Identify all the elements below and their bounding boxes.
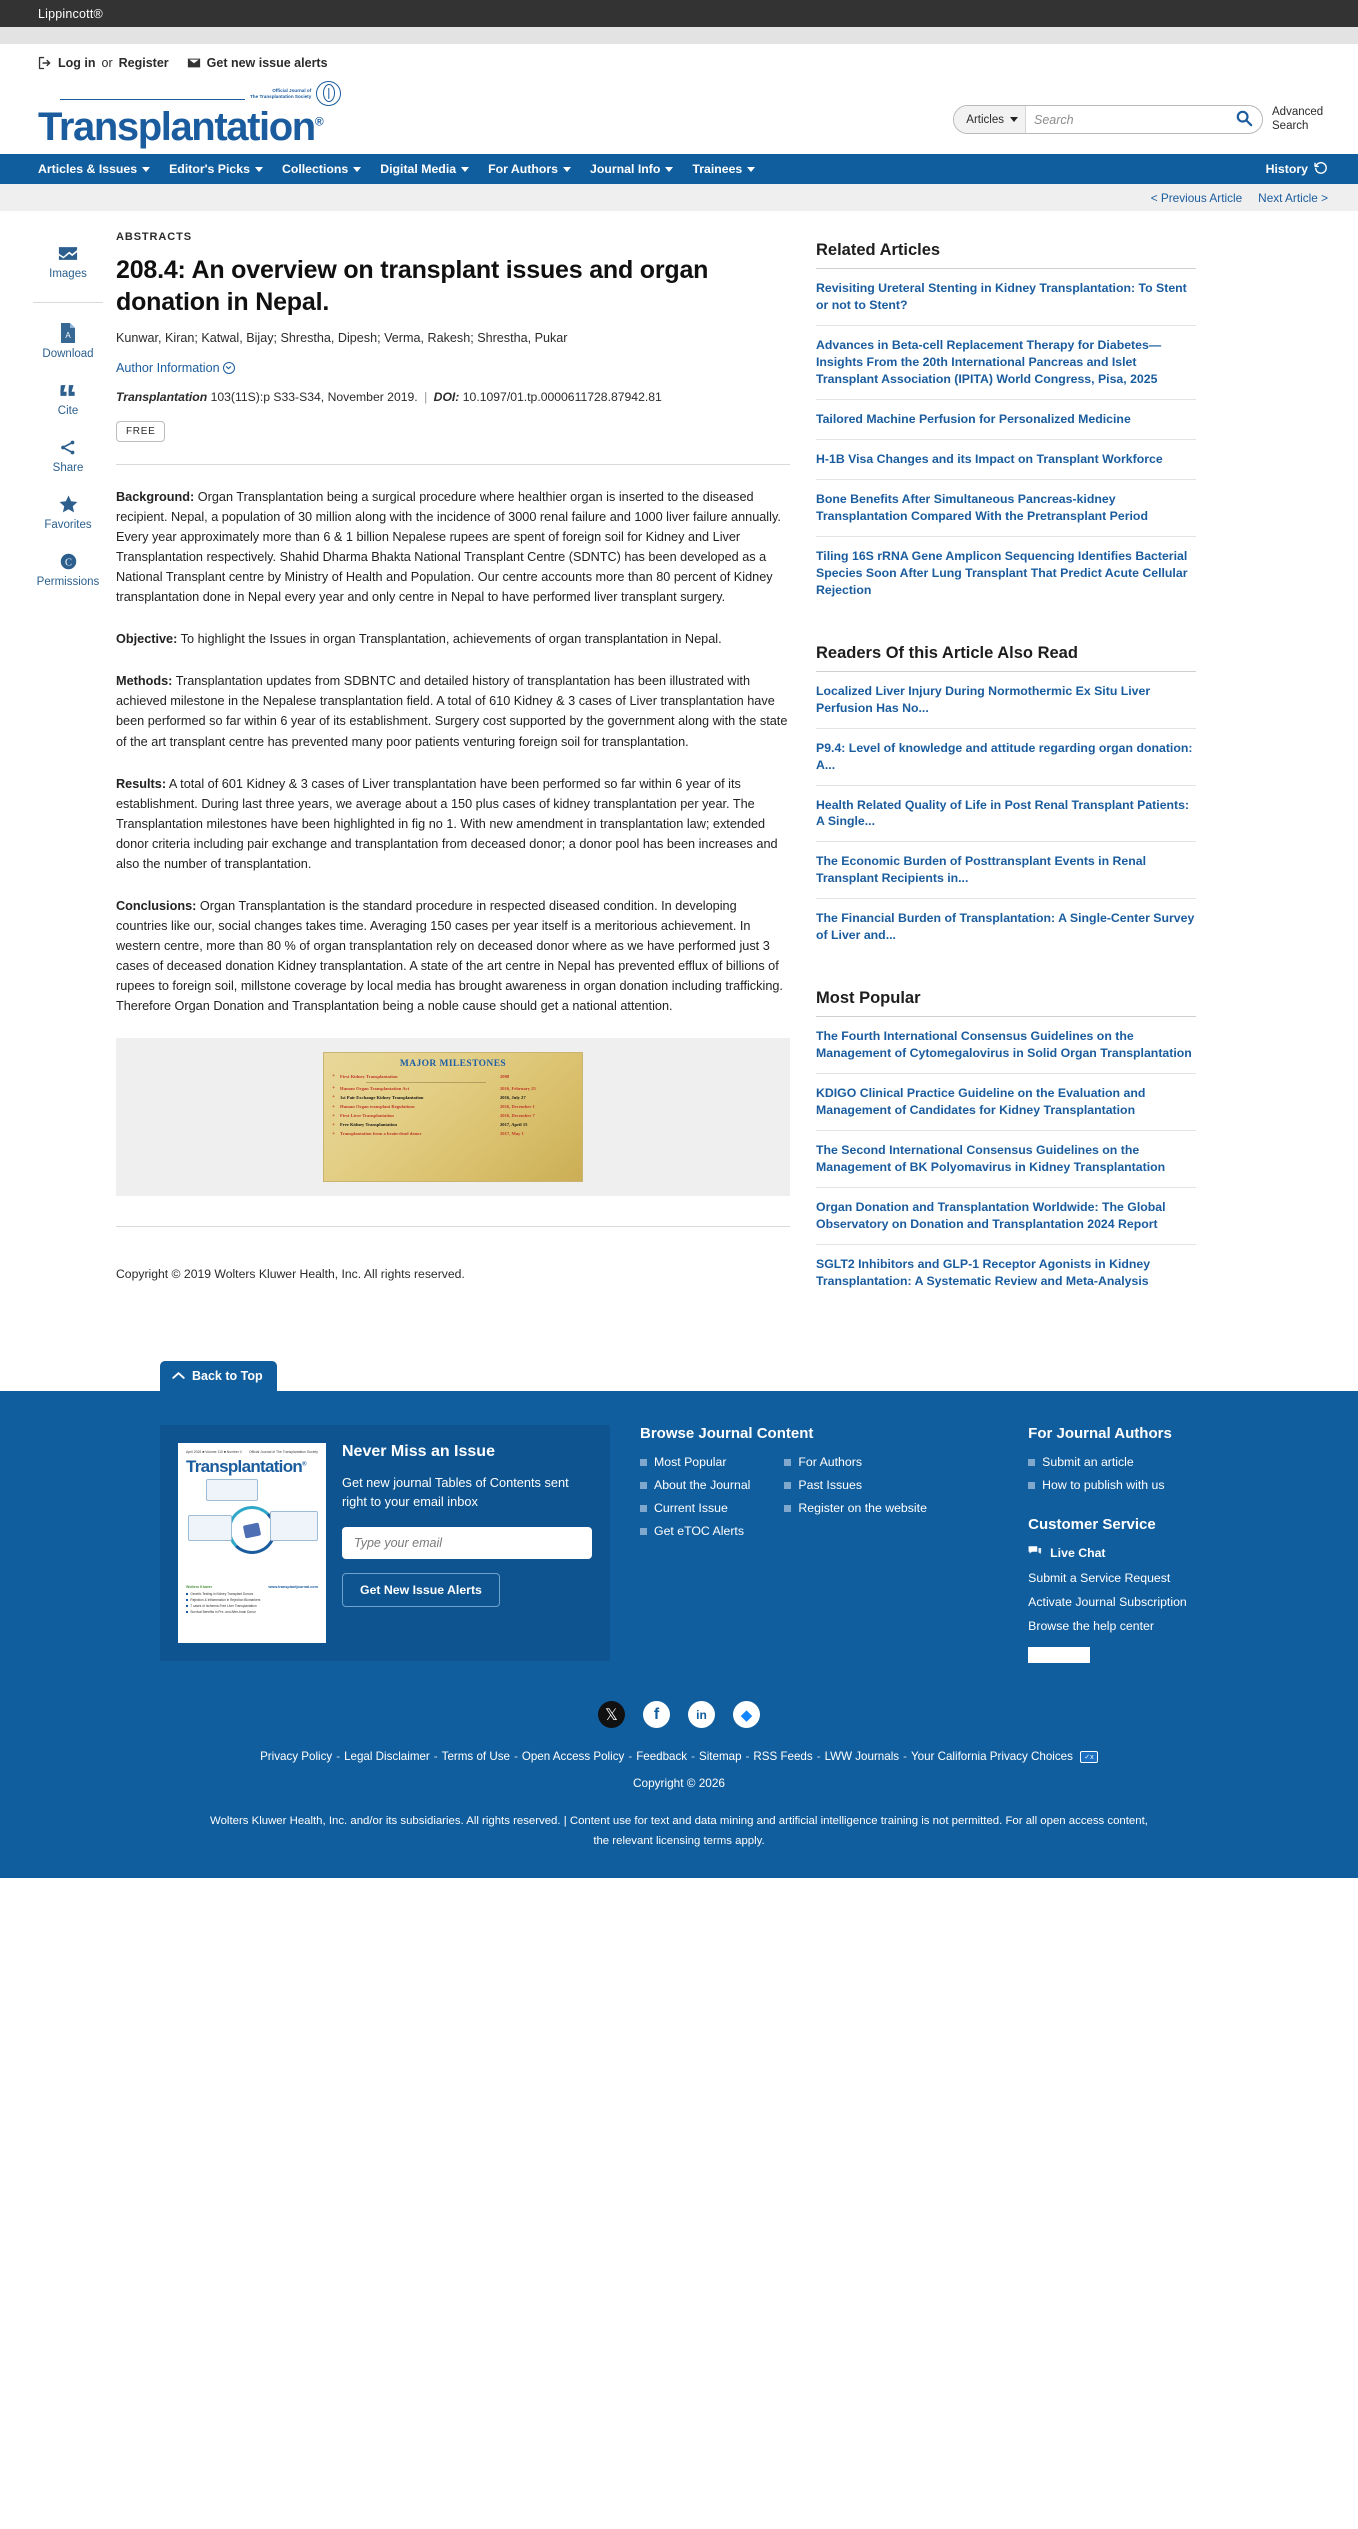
- tool-label: Permissions: [36, 576, 100, 588]
- plus-icon: +: [332, 1094, 336, 1101]
- tool-favorites[interactable]: [20, 494, 116, 531]
- nav-item-journal-info[interactable]: [590, 162, 673, 176]
- official-journal-line: [60, 78, 341, 108]
- facebook-glyph: f: [653, 1705, 660, 1723]
- related-article-link[interactable]: Tiling 16S rRNA Gene Amplicon Sequencing Identifies Bacterial Species Soon After Lung Transplant That Predict Acute Cellular Rejection: [816, 548, 1188, 597]
- footer-copyright-year: Copyright © 2026: [633, 1776, 725, 1790]
- most-popular-link[interactable]: SGLT2 Inhibitors and GLP-1 Receptor Agonists in Kidney Transplantation: A Systematic Review and Meta-Analysis: [816, 1257, 1151, 1289]
- legal-link-sitemap[interactable]: Sitemap: [698, 1750, 742, 1763]
- search-area: [953, 105, 1328, 134]
- most-popular-link[interactable]: The Second International Consensus Guidelines on the Management of BK Polyomavirus in Kidney Transplantation: [816, 1131, 1196, 1188]
- figure-title: MAJOR MILESTONES: [399, 1059, 507, 1070]
- browse-heading: Browse Journal Content: [640, 1425, 814, 1442]
- chevron-up-icon: [172, 1369, 185, 1383]
- email-field[interactable]: [342, 1527, 592, 1559]
- nav-label: Articles & Issues: [38, 162, 138, 176]
- figure-row: [332, 1123, 574, 1129]
- customer-service-links: [1028, 1571, 1258, 1633]
- cover-official-line: Official Journal of The Transplantation Society: [248, 1450, 318, 1454]
- browse-links: [640, 1455, 998, 1538]
- privacy-choices-icon[interactable]: ✓x: [1080, 1751, 1098, 1763]
- previous-article-link[interactable]: < Previous Article: [1150, 190, 1243, 205]
- live-chat-label: Live Chat: [1050, 1545, 1106, 1560]
- footer-link-most-popular[interactable]: [640, 1455, 750, 1469]
- section-body: Organ Transplantation is the standard procedure in respected diseased condition. In developing countries like our, social changes takes time. Averaging 150 cases per year itself is a meritorious achievement. In western centre, more than 80 % of organ transplantation rely on deceased donor where as we have performed just 3 cases of deceased donation Kidney transplantation. A state of the art centre in Nepal has prevented efflux of billions of rupees to foreign soil, millstone coverage by local media has brought awareness in organ donation including trafficking. Therefore Organ Donation and Transplantation being a noble cause should get a national attention.: [116, 898, 783, 1014]
- nav-item-editors-picks[interactable]: [169, 162, 263, 176]
- search-scope-select[interactable]: [954, 106, 1026, 133]
- abstract-section-conclusions: [116, 896, 790, 1016]
- plus-icon: +: [332, 1130, 336, 1137]
- abstract-section-results: [116, 774, 790, 874]
- abstract-section-objective: [116, 629, 790, 649]
- author-information-label: Author Information: [116, 360, 220, 375]
- legal-link-terms-of-use[interactable]: Terms of Use: [441, 1750, 510, 1763]
- also-read-link[interactable]: Health Related Quality of Life in Post Renal Transplant Patients: A Single...: [816, 786, 1196, 843]
- citation-volume-pages: 103(11S):p S33-S34, November 2019.: [210, 389, 418, 404]
- free-access-badge: FREE: [116, 421, 165, 442]
- chevron-down-icon: [747, 167, 755, 172]
- envelope-icon: [187, 56, 201, 70]
- rail-divider: [33, 302, 103, 303]
- footer-legal-text: Wolters Kluwer Health, Inc. and/or its subsidiaries. All rights reserved. | Content use for text and data mining and artificial intelligence training is not permitted. For all open access content, the relevant licensing terms apply.: [210, 1815, 1148, 1847]
- masthead: [0, 70, 1358, 154]
- cover-bullet: Rejection & Inflammation in Rejection Biomarkers: [186, 1598, 318, 1602]
- footer-link-past-issues[interactable]: [784, 1478, 927, 1492]
- footer-link-get-etoc-alerts[interactable]: [640, 1524, 750, 1538]
- author-information-toggle[interactable]: [116, 361, 235, 375]
- back-to-top-row: [0, 1335, 1358, 1391]
- legal-separator: -: [745, 1750, 750, 1763]
- section-body: A total of 601 Kidney & 3 cases of Liver transplantation have been performed so far within 6 year of its establishment. During last three years, we average about a 150 plus cases of kidney transplantation per year. The Transplantation milestones have been highlighted in fig no 1. With new amendment in transplantation law; extended donor criteria including pair exchange and transplantation from deceased donor; a donor pool has been increases and also the number of transplantation.: [116, 776, 778, 871]
- back-to-top-label: Back to Top: [192, 1369, 263, 1383]
- legal-separator: -: [336, 1750, 341, 1763]
- advanced-search-link[interactable]: [1272, 106, 1328, 132]
- lippincott-brand: Lippincott®: [38, 6, 103, 21]
- section-heading: Background:: [116, 489, 195, 504]
- cover-diagram-box: [206, 1479, 258, 1501]
- cover-diagram-box: [188, 1515, 232, 1541]
- bullet-icon: [640, 1482, 647, 1489]
- journal-cover-image: [178, 1443, 326, 1643]
- section-heading: Methods:: [116, 674, 173, 689]
- figure-event: Free Kidney Transplantation: [340, 1122, 397, 1128]
- bluesky-icon[interactable]: [733, 1701, 760, 1728]
- legal-separator: -: [903, 1750, 907, 1763]
- section-body: To highlight the Issues in organ Transplantation, achievements of organ transplantation in Nepal.: [180, 632, 722, 647]
- nav-label: Editor's Picks: [169, 162, 250, 176]
- figure-event: Human Organ Transplantation Act: [340, 1085, 410, 1091]
- nav-item-digital-media[interactable]: [380, 162, 469, 176]
- nav-item-articles-issues[interactable]: [38, 162, 150, 176]
- authors-links: [1028, 1455, 1258, 1492]
- svg-text:A: A: [65, 331, 71, 340]
- legal-separator: -: [628, 1750, 633, 1763]
- history-label: History: [1265, 162, 1308, 176]
- section-body: Transplantation updates from SDBNTC and detailed history of transplantation has been illustrated with achieved milestone in the Nepalese transplantation field. A total of 610 Kidney & 3 cases of Liver transplantation have been performed so far within 6 year of its establishment. Surgery cost supported by the government along with the state of the art transplant centre has prevented many poor patients venturing foreign soil for transplantation.: [116, 674, 788, 749]
- legal-link-rss-feeds[interactable]: RSS Feeds: [753, 1750, 813, 1763]
- issue-alert-text: Get new journal Tables of Contents sent right to your email inbox: [342, 1475, 569, 1510]
- figure-row: [332, 1095, 574, 1101]
- bullet-icon: [784, 1505, 791, 1512]
- bullet-icon: [1028, 1482, 1035, 1489]
- related-articles-heading: Related Articles: [816, 241, 1196, 269]
- next-article-link[interactable]: Next Article >: [1258, 190, 1328, 205]
- footer-placeholder-box: [1028, 1647, 1090, 1663]
- svg-text:C: C: [64, 556, 72, 568]
- cover-footer: [186, 1585, 318, 1589]
- chevron-down-icon: [665, 167, 673, 172]
- login-link[interactable]: Log in: [58, 56, 96, 70]
- history-clock-icon: [1314, 161, 1328, 178]
- footer-link-label: Past Issues: [798, 1478, 862, 1492]
- bullet-icon: [784, 1482, 791, 1489]
- also-read-block: [816, 644, 1196, 956]
- chevron-down-icon: [142, 167, 150, 172]
- x-glyph: 𝕏: [605, 1706, 618, 1724]
- cover-url: www.transplantjournal.com: [268, 1585, 318, 1589]
- section-heading: Objective:: [116, 632, 178, 647]
- cover-bullet: Survival Benefits in Pre- and After-brain Donor: [186, 1610, 318, 1614]
- nav-item-history[interactable]: [1266, 161, 1328, 178]
- bullet-icon: [640, 1459, 647, 1466]
- footer-link-label: Current Issue: [654, 1501, 728, 1515]
- cover-bullets: [186, 1592, 318, 1614]
- figure-year: 2017, May 1: [500, 1131, 524, 1137]
- figure-event: Transplantation from a brain-dead donor: [340, 1131, 422, 1137]
- article-kicker: ABSTRACTS: [116, 231, 192, 243]
- page-title: 208.4: An overview on transplant issues and organ donation in Nepal.: [116, 256, 709, 316]
- tool-permissions[interactable]: [20, 551, 116, 588]
- footer-link-browse-help-center[interactable]: Browse the help center: [1028, 1619, 1154, 1633]
- also-read-heading: Readers Of this Article Also Read: [816, 644, 1196, 672]
- footer-browse-column: [640, 1425, 998, 1538]
- tool-label: Cite: [57, 405, 79, 417]
- star-icon: [59, 494, 78, 514]
- chevron-down-icon: [461, 167, 469, 172]
- plus-icon: +: [332, 1112, 336, 1119]
- nav-item-collections[interactable]: [282, 162, 361, 176]
- plus-icon: +: [332, 1121, 336, 1128]
- plus-icon: +: [332, 1085, 336, 1092]
- abstract-section-methods: [116, 671, 790, 751]
- also-read-link[interactable]: P9.4: Level of knowledge and attitude regarding organ donation: A...: [816, 729, 1196, 786]
- cover-title: [186, 1458, 318, 1475]
- legal-separator: -: [433, 1750, 438, 1763]
- facebook-icon[interactable]: [643, 1701, 670, 1728]
- get-new-issue-alerts-button[interactable]: Get New Issue Alerts: [342, 1573, 500, 1607]
- journal-logo[interactable]: [38, 78, 341, 150]
- figure-year: 2016, July 27: [500, 1094, 526, 1100]
- legal-link-lww-journals[interactable]: LWW Journals: [824, 1750, 900, 1763]
- figure-rule: [366, 1082, 486, 1083]
- figure-major-milestones: [323, 1052, 583, 1182]
- utility-row: [0, 44, 1358, 70]
- also-read-link[interactable]: The Economic Burden of Posttransplant Events in Renal Transplant Recipients in...: [816, 842, 1196, 899]
- live-chat-link[interactable]: [1028, 1545, 1258, 1560]
- article-figure[interactable]: [116, 1038, 790, 1196]
- section-heading: Results:: [116, 776, 167, 791]
- cover-publisher: Wolters Kluwer: [186, 1585, 213, 1589]
- legal-links-row: [0, 1750, 1358, 1763]
- nav-items: [38, 162, 755, 176]
- section-heading: Conclusions:: [116, 898, 197, 913]
- tool-images[interactable]: [20, 243, 116, 280]
- logo-rule: [60, 99, 245, 100]
- footer-authors-column: [1028, 1425, 1258, 1663]
- search-box: [953, 105, 1263, 134]
- plus-icon: +: [332, 1073, 336, 1080]
- legal-link-california-privacy-choices[interactable]: Your California Privacy Choices: [910, 1750, 1073, 1763]
- main-navigation: [0, 154, 1358, 184]
- footer-link-label: About the Journal: [654, 1478, 751, 1492]
- related-article-link[interactable]: Revisiting Ureteral Stenting in Kidney Transplantation: To Stent or not to Stent?: [816, 269, 1196, 326]
- related-article-link[interactable]: Advances in Beta-cell Replacement Therapy for Diabetes—Insights From the 20th International Pancreas and Islet Transplant Association (IPITA) World Congress, Pisa, 2025: [816, 326, 1196, 400]
- cover-title-text: Transplantation: [186, 1457, 303, 1476]
- nav-item-trainees[interactable]: [692, 162, 755, 176]
- tool-download[interactable]: [20, 323, 116, 360]
- issue-alert-title: Never Miss an Issue: [342, 1443, 495, 1460]
- legal-separator: -: [816, 1750, 821, 1763]
- nav-item-for-authors[interactable]: [488, 162, 571, 176]
- nav-label: Trainees: [692, 162, 743, 176]
- footer-link-for-authors[interactable]: [784, 1455, 927, 1469]
- chevron-down-icon: [353, 167, 361, 172]
- register-link[interactable]: Register: [118, 56, 169, 70]
- footer-link-label: Get eTOC Alerts: [654, 1524, 744, 1538]
- figure-event: First Liver Transplantation: [340, 1113, 394, 1119]
- citation-journal: Transplantation: [116, 389, 208, 404]
- pdf-download-icon: [60, 323, 76, 343]
- tool-cite[interactable]: [20, 380, 116, 417]
- browse-links-col1: [640, 1455, 750, 1538]
- grey-strip: [0, 27, 1358, 44]
- figure-event: First Kidney Transplantation: [340, 1073, 398, 1079]
- issue-alert-body: [342, 1443, 592, 1643]
- related-article-link[interactable]: Bone Benefits After Simultaneous Pancreas-kidney Transplantation Compared With the Pretransplant Period: [816, 480, 1196, 537]
- footer-link-activate-subscription[interactable]: Activate Journal Subscription: [1028, 1595, 1187, 1609]
- footer-link-label: Most Popular: [654, 1455, 727, 1469]
- cover-meta: [186, 1450, 318, 1454]
- cover-artwork: [186, 1481, 318, 1579]
- figure-row: [332, 1105, 574, 1111]
- figure-year: 2017, April 15: [500, 1122, 528, 1128]
- figure-event: 1st Pair Exchange Kidney Transplantation: [340, 1094, 424, 1100]
- tool-label: Download: [42, 348, 94, 360]
- customer-service-heading: Customer Service: [1028, 1516, 1156, 1533]
- chevron-down-icon: [563, 167, 571, 172]
- login-register-group[interactable]: [38, 56, 169, 70]
- issue-alerts-link[interactable]: Get new issue alerts: [206, 56, 328, 70]
- citation-doi-value: 10.1097/01.tp.0000611728.87942.81: [462, 389, 662, 404]
- journal-title-text: Transplantation: [38, 105, 315, 150]
- nav-label: Digital Media: [380, 162, 457, 176]
- cover-bullet: Genetic Testing in Kidney Transplant Donors: [186, 1592, 318, 1596]
- figure-year: 2016, December 1: [500, 1104, 535, 1110]
- legal-link-open-access-policy[interactable]: Open Access Policy: [521, 1750, 625, 1763]
- advanced-search-line-1: Advanced: [1272, 106, 1324, 119]
- section-body: Organ Transplantation being a surgical procedure where healthier organ is inserted to the diseased recipient. Nepal, a population of 30 million along with the incidence of 3000 renal failure and 1000 liver failure annually. Every year approximately more than 6 & 1 billion Nepalese rupees are spent of foreign soil for Kidney and Liver Transplantation respectively. Shahid Dharma Bhakta National Transplant Centre (SDNTC) has been developed as a National Transplant centre by Ministry of Health and Population. Our centre accounts more than 80 percent of Kidney transplantation done in Nepal every year and only centre in Nepal to have performed liver transplant surgery.: [116, 489, 781, 605]
- search-input[interactable]: [1026, 106, 1226, 133]
- journal-title-mark: ®: [314, 114, 324, 129]
- tool-label: Share: [52, 462, 84, 474]
- figure-year: 2016, December 7: [500, 1113, 535, 1119]
- figure-row: [332, 1074, 574, 1080]
- tool-share[interactable]: [20, 437, 116, 474]
- article-abstract: [116, 487, 790, 1016]
- abstract-section-background: [116, 487, 790, 607]
- official-journal-text: [250, 88, 311, 100]
- citation-separator: |: [424, 389, 428, 404]
- bullet-icon: [784, 1459, 791, 1466]
- social-links: [0, 1663, 1358, 1750]
- lippincott-bar: [0, 0, 1358, 27]
- nav-label: For Authors: [488, 162, 558, 176]
- related-article-link[interactable]: H-1B Visa Changes and its Impact on Transplant Workforce: [816, 440, 1196, 480]
- advanced-search-line-2: Search: [1272, 119, 1309, 132]
- official-line-1: Official Journal of: [272, 88, 312, 94]
- plus-icon: +: [332, 1103, 336, 1110]
- right-sidebar: [816, 231, 1196, 1335]
- footer-link-current-issue[interactable]: [640, 1501, 750, 1515]
- footer-link-label: Submit an article: [1042, 1455, 1134, 1469]
- figure-row: [332, 1114, 574, 1120]
- most-popular-link[interactable]: KDIGO Clinical Practice Guideline on the Evaluation and Management of Candidates for Kidney Transplantation: [816, 1074, 1196, 1131]
- cover-title-mark: ®: [302, 1461, 306, 1468]
- bullet-icon: [640, 1528, 647, 1535]
- issue-alert-card: [160, 1425, 610, 1661]
- figure-event: Human Organ transplant Regulations: [340, 1104, 415, 1110]
- tool-label: Favorites: [44, 519, 92, 531]
- back-to-top-button[interactable]: [160, 1361, 277, 1391]
- nav-label: Journal Info: [589, 162, 661, 176]
- legal-separator: -: [513, 1750, 518, 1763]
- bullet-icon: [640, 1505, 647, 1512]
- images-icon: [58, 243, 78, 263]
- linkedin-icon[interactable]: [688, 1701, 715, 1728]
- chevron-down-icon: [255, 167, 263, 172]
- figure-year: 2008: [500, 1073, 510, 1079]
- chevron-down-circle-icon: [223, 362, 235, 374]
- tool-label: Images: [49, 268, 87, 280]
- related-articles-block: [816, 241, 1196, 610]
- figure-row: [332, 1132, 574, 1138]
- article-citation: [116, 388, 790, 406]
- also-read-link[interactable]: The Financial Burden of Transplantation: A Single-Center Survey of Liver and...: [816, 911, 1195, 943]
- login-icon: [38, 56, 52, 70]
- also-read-link[interactable]: Localized Liver Injury During Normothermic Ex Situ Liver Perfusion Has No...: [816, 672, 1196, 729]
- most-popular-heading: Most Popular: [816, 989, 1196, 1017]
- nav-label: Collections: [281, 162, 349, 176]
- legal-link-privacy-policy[interactable]: Privacy Policy: [260, 1750, 333, 1763]
- article-divider: [116, 464, 790, 465]
- official-line-2: The Transplantation Society: [250, 94, 312, 100]
- citation-doi-label: DOI:: [433, 389, 460, 404]
- footer-link-submit-an-article[interactable]: [1028, 1455, 1258, 1469]
- legal-link-feedback[interactable]: Feedback: [636, 1750, 688, 1763]
- cover-diagram-box: [270, 1511, 318, 1541]
- chevron-down-icon: [1010, 117, 1018, 122]
- chat-bubble-icon: [1028, 1545, 1043, 1560]
- share-icon: [59, 437, 77, 457]
- authors-heading: For Journal Authors: [1028, 1425, 1172, 1442]
- login-separator: or: [101, 56, 113, 70]
- legal-separator: -: [691, 1750, 695, 1763]
- most-popular-link[interactable]: The Fourth International Consensus Guidelines on the Management of Cytomegalovirus in Solid Organ Transplantation: [816, 1017, 1196, 1074]
- article-pagination: [0, 184, 1358, 211]
- footer-link-label: Register on the website: [798, 1501, 927, 1515]
- journal-title: [38, 105, 341, 150]
- bullet-icon: [1028, 1459, 1035, 1466]
- footer-link-about-the-journal[interactable]: [640, 1478, 750, 1492]
- search-submit-button[interactable]: [1226, 106, 1262, 133]
- cover-issue-line: April 2026 ■ Volume 110 ■ Number 4: [186, 1450, 242, 1454]
- most-popular-block: [816, 989, 1196, 1301]
- article-copyright: Copyright © 2019 Wolters Kluwer Health, Inc. All rights reserved.: [116, 1267, 465, 1282]
- footer-link-how-to-publish[interactable]: [1028, 1478, 1258, 1492]
- article-tool-rail: [20, 231, 116, 608]
- site-footer: [0, 1391, 1358, 1878]
- copyright-divider: [116, 1226, 790, 1227]
- legal-link-legal-disclaimer[interactable]: Legal Disclaimer: [344, 1750, 430, 1763]
- figure-year: 2016, February 25: [500, 1085, 536, 1091]
- footer-link-register-on-the-website[interactable]: [784, 1501, 927, 1515]
- bluesky-glyph: ◆: [740, 1706, 753, 1724]
- figure-row: [332, 1086, 574, 1092]
- copyright-icon: [60, 551, 77, 571]
- search-scope-label: Articles: [966, 113, 1004, 126]
- most-popular-link[interactable]: Organ Donation and Transplantation Worldwide: The Global Observatory on Donation and Transplantation 2024 Report: [816, 1188, 1196, 1245]
- footer-grid: [0, 1425, 1358, 1663]
- article-authors: Kunwar, Kiran; Katwal, Bijay; Shrestha, Dipesh; Verma, Rakesh; Shrestha, Pukar: [116, 331, 568, 345]
- article-main: [116, 231, 816, 1281]
- x-icon[interactable]: [598, 1701, 625, 1728]
- cover-bullet: 7 cases of Ischemia-Free Liver Transplantation: [186, 1604, 318, 1608]
- search-icon: [1235, 109, 1253, 130]
- transplantation-society-logo-icon: [316, 81, 341, 106]
- browse-links-col2: [784, 1455, 927, 1538]
- linkedin-glyph: in: [696, 1707, 707, 1722]
- page-body: [0, 211, 1358, 1335]
- cover-ring-icon: [228, 1506, 276, 1554]
- related-article-link[interactable]: Tailored Machine Perfusion for Personalized Medicine: [816, 400, 1196, 440]
- quote-icon: [59, 380, 77, 400]
- footer-link-submit-service-request[interactable]: Submit a Service Request: [1028, 1571, 1171, 1585]
- footer-link-label: How to publish with us: [1042, 1478, 1165, 1492]
- issue-alerts-group[interactable]: [187, 56, 328, 70]
- footer-link-label: For Authors: [798, 1455, 862, 1469]
